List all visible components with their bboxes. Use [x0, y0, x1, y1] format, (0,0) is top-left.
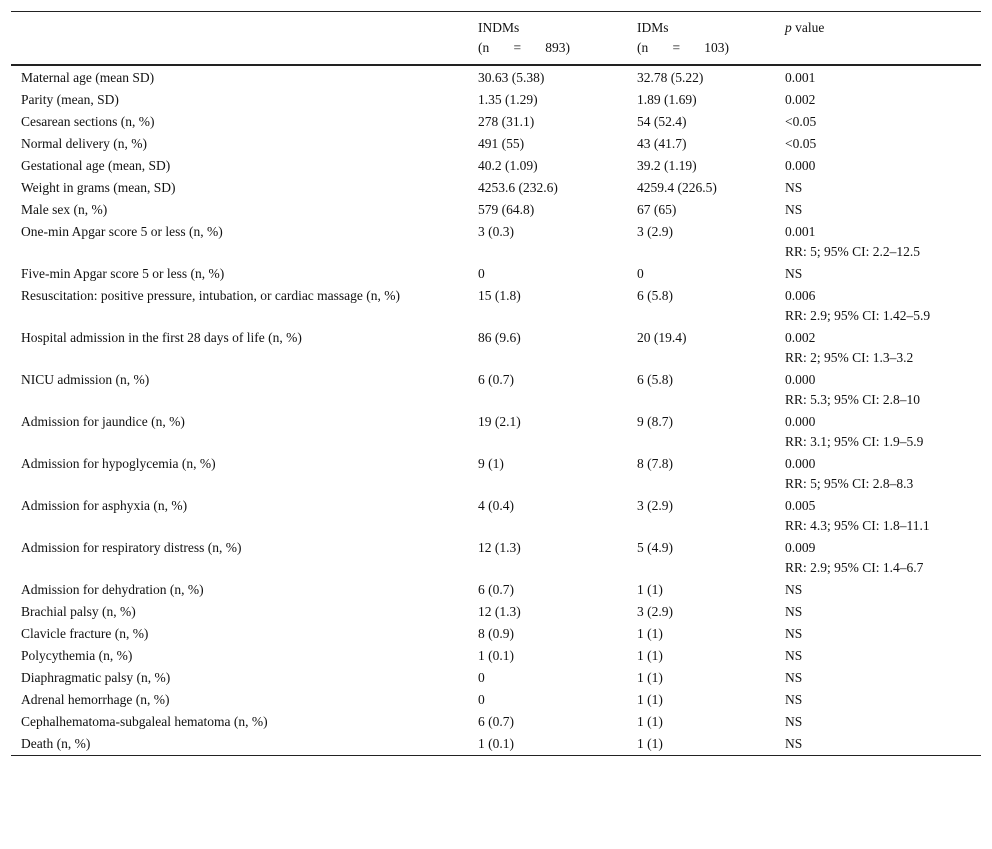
cell-variable [11, 263, 468, 285]
table-row [11, 89, 981, 111]
cell-indms-text: 0 [478, 692, 485, 707]
cell-variable-text: Weight in grams (mean, SD) [21, 180, 176, 195]
cell-idms-text: 4259.4 (226.5) [637, 180, 717, 195]
cell-indms [468, 65, 627, 89]
header-indms-title: INDMs [478, 20, 520, 35]
cell-idms-text: 32.78 (5.22) [637, 70, 704, 85]
table-row [11, 537, 981, 579]
cell-indms [468, 133, 627, 155]
cell-idms [627, 133, 775, 155]
cell-idms-text: 43 (41.7) [637, 136, 687, 151]
cell-variable [11, 623, 468, 645]
cell-variable [11, 327, 468, 369]
table-row [11, 711, 981, 733]
header-idms [627, 12, 775, 66]
header-indms [468, 12, 627, 66]
cell-indms-text: 6 (0.7) [478, 582, 514, 597]
relative-risk-text: RR: 5; 95% CI: 2.8–8.3 [785, 476, 914, 491]
p-value-text: 0.005 [785, 498, 816, 513]
cell-idms-text: 1.89 (1.69) [637, 92, 697, 107]
cell-idms-text: 20 (19.4) [637, 330, 687, 345]
cell-p-value [775, 177, 981, 199]
cell-idms [627, 327, 775, 369]
cell-idms [627, 263, 775, 285]
p-value-text: 0.001 [785, 224, 816, 239]
table-body [11, 65, 981, 756]
header-p-value [775, 12, 981, 66]
cell-p-value [775, 89, 981, 111]
cell-p-value [775, 495, 981, 537]
cell-idms-text: 6 (5.8) [637, 372, 673, 387]
p-value-text: NS [785, 648, 803, 663]
cell-variable-text: Diaphragmatic palsy (n, %) [21, 670, 171, 685]
cell-variable [11, 411, 468, 453]
cell-indms [468, 155, 627, 177]
cell-idms-text: 1 (1) [637, 670, 663, 685]
cell-variable [11, 667, 468, 689]
cell-indms-text: 15 (1.8) [478, 288, 521, 303]
cell-idms [627, 369, 775, 411]
cell-idms-text: 9 (8.7) [637, 414, 673, 429]
table-row [11, 111, 981, 133]
cell-p-value [775, 689, 981, 711]
cell-p-value [775, 733, 981, 756]
table-row [11, 133, 981, 155]
relative-risk-text: RR: 5; 95% CI: 2.2–12.5 [785, 244, 921, 259]
cell-variable-text: Death (n, %) [21, 736, 91, 751]
results-table-container [11, 11, 981, 756]
cell-idms-text: 3 (2.9) [637, 604, 673, 619]
cell-indms [468, 199, 627, 221]
relative-risk-text: RR: 2.9; 95% CI: 1.4–6.7 [785, 560, 924, 575]
p-value-text: 0.000 [785, 158, 816, 173]
cell-p-value [775, 537, 981, 579]
cell-variable-text: Male sex (n, %) [21, 202, 108, 217]
cell-variable [11, 495, 468, 537]
cell-indms [468, 645, 627, 667]
cell-p-value [775, 199, 981, 221]
header-indms-n-eq: = [513, 40, 522, 55]
header-idms-n [637, 38, 729, 58]
cell-indms [468, 689, 627, 711]
cell-variable [11, 711, 468, 733]
header-variable [11, 12, 468, 66]
cell-idms-text: 8 (7.8) [637, 456, 673, 471]
cell-variable-text: Parity (mean, SD) [21, 92, 119, 107]
cell-idms [627, 733, 775, 756]
cell-indms-text: 19 (2.1) [478, 414, 521, 429]
cell-indms-text: 30.63 (5.38) [478, 70, 545, 85]
cell-idms-text: 6 (5.8) [637, 288, 673, 303]
cell-variable-text: Admission for jaundice (n, %) [21, 414, 185, 429]
cell-variable [11, 453, 468, 495]
cell-indms-text: 8 (0.9) [478, 626, 514, 641]
cell-variable-text: Five-min Apgar score 5 or less (n, %) [21, 266, 225, 281]
table-row [11, 221, 981, 263]
cell-idms-text: 0 [637, 266, 644, 281]
table-row [11, 667, 981, 689]
cell-idms-text: 1 (1) [637, 692, 663, 707]
cell-idms [627, 689, 775, 711]
header-idms-n-val: 103) [704, 40, 729, 55]
cell-indms [468, 411, 627, 453]
cell-variable-text: Clavicle fracture (n, %) [21, 626, 149, 641]
header-p-rest: value [791, 20, 825, 35]
cell-indms-text: 4 (0.4) [478, 498, 514, 513]
cell-variable-text: Admission for respiratory distress (n, %) [21, 540, 242, 555]
cell-indms-text: 3 (0.3) [478, 224, 514, 239]
cell-variable [11, 199, 468, 221]
table-row [11, 579, 981, 601]
cell-indms [468, 177, 627, 199]
cell-indms-text: 4253.6 (232.6) [478, 180, 558, 195]
cell-variable [11, 537, 468, 579]
cell-indms [468, 579, 627, 601]
cell-idms-text: 5 (4.9) [637, 540, 673, 555]
cell-p-value [775, 369, 981, 411]
results-table [11, 11, 981, 756]
cell-indms-text: 12 (1.3) [478, 540, 521, 555]
table-row [11, 453, 981, 495]
cell-idms [627, 65, 775, 89]
cell-indms [468, 111, 627, 133]
cell-idms [627, 411, 775, 453]
cell-variable-text: Cesarean sections (n, %) [21, 114, 155, 129]
cell-variable [11, 369, 468, 411]
cell-p-value [775, 65, 981, 89]
cell-indms-text: 491 (55) [478, 136, 525, 151]
cell-indms-text: 86 (9.6) [478, 330, 521, 345]
cell-variable [11, 65, 468, 89]
table-row [11, 623, 981, 645]
cell-p-value [775, 645, 981, 667]
table-header [11, 12, 981, 66]
cell-indms-text: 6 (0.7) [478, 372, 514, 387]
relative-risk-text: RR: 4.3; 95% CI: 1.8–11.1 [785, 518, 930, 533]
cell-indms [468, 537, 627, 579]
p-value-text: 0.002 [785, 92, 816, 107]
cell-p-value [775, 221, 981, 263]
p-value-text: <0.05 [785, 114, 817, 129]
cell-indms-text: 1 (0.1) [478, 736, 514, 751]
cell-indms [468, 327, 627, 369]
cell-variable [11, 601, 468, 623]
cell-indms-text: 40.2 (1.09) [478, 158, 538, 173]
cell-idms [627, 667, 775, 689]
cell-idms [627, 89, 775, 111]
cell-variable [11, 89, 468, 111]
p-value-text: <0.05 [785, 136, 817, 151]
cell-idms [627, 111, 775, 133]
cell-p-value [775, 711, 981, 733]
cell-indms-text: 579 (64.8) [478, 202, 535, 217]
cell-indms [468, 453, 627, 495]
header-idms-n-label: (n [637, 40, 649, 55]
cell-variable [11, 733, 468, 756]
cell-p-value [775, 263, 981, 285]
cell-idms-text: 54 (52.4) [637, 114, 687, 129]
cell-idms-text: 1 (1) [637, 736, 663, 751]
cell-variable [11, 133, 468, 155]
table-row [11, 327, 981, 369]
cell-variable [11, 689, 468, 711]
cell-indms-text: 6 (0.7) [478, 714, 514, 729]
cell-indms [468, 623, 627, 645]
cell-indms [468, 711, 627, 733]
cell-variable-text: Resuscitation: positive pressure, intubation, or cardiac massage (n, %) [21, 288, 401, 303]
table-row [11, 645, 981, 667]
table-row [11, 285, 981, 327]
cell-variable [11, 155, 468, 177]
p-value-text: 0.000 [785, 414, 816, 429]
cell-variable [11, 221, 468, 263]
cell-p-value [775, 453, 981, 495]
cell-idms [627, 623, 775, 645]
header-idms-title: IDMs [637, 20, 669, 35]
cell-idms [627, 645, 775, 667]
relative-risk-text: RR: 5.3; 95% CI: 2.8–10 [785, 392, 921, 407]
cell-variable-text: Hospital admission in the first 28 days of life (n, %) [21, 330, 302, 345]
relative-risk-text: RR: 2.9; 95% CI: 1.42–5.9 [785, 308, 931, 323]
p-value-text: NS [785, 604, 803, 619]
cell-p-value [775, 579, 981, 601]
p-value-text: 0.000 [785, 372, 816, 387]
table-row [11, 411, 981, 453]
cell-indms [468, 285, 627, 327]
cell-p-value [775, 111, 981, 133]
cell-indms [468, 369, 627, 411]
header-indms-n [478, 38, 570, 58]
cell-variable-text: Normal delivery (n, %) [21, 136, 147, 151]
table-row [11, 601, 981, 623]
cell-variable-text: Brachial palsy (n, %) [21, 604, 136, 619]
cell-idms [627, 155, 775, 177]
cell-idms-text: 1 (1) [637, 648, 663, 663]
cell-idms-text: 1 (1) [637, 714, 663, 729]
cell-variable-text: One-min Apgar score 5 or less (n, %) [21, 224, 223, 239]
cell-variable-text: Cephalhematoma-subgaleal hematoma (n, %) [21, 714, 268, 729]
p-value-text: NS [785, 180, 803, 195]
table-row [11, 199, 981, 221]
cell-variable [11, 285, 468, 327]
cell-variable-text: Admission for asphyxia (n, %) [21, 498, 188, 513]
table-row [11, 263, 981, 285]
cell-indms [468, 263, 627, 285]
cell-idms-text: 1 (1) [637, 626, 663, 641]
table-row [11, 495, 981, 537]
cell-variable-text: NICU admission (n, %) [21, 372, 150, 387]
table-row [11, 733, 981, 756]
p-value-text: 0.006 [785, 288, 816, 303]
p-value-text: NS [785, 266, 803, 281]
p-value-text: NS [785, 670, 803, 685]
p-value-text: 0.002 [785, 330, 816, 345]
cell-indms [468, 221, 627, 263]
cell-p-value [775, 155, 981, 177]
cell-indms-text: 0 [478, 266, 485, 281]
cell-p-value [775, 133, 981, 155]
cell-variable [11, 111, 468, 133]
cell-idms-text: 1 (1) [637, 582, 663, 597]
cell-p-value [775, 327, 981, 369]
p-value-text: 0.001 [785, 70, 816, 85]
table-row [11, 155, 981, 177]
cell-variable-text: Gestational age (mean, SD) [21, 158, 171, 173]
cell-variable-text: Maternal age (mean SD) [21, 70, 155, 85]
cell-indms-text: 1.35 (1.29) [478, 92, 538, 107]
p-value-text: 0.009 [785, 540, 816, 555]
p-value-text: NS [785, 692, 803, 707]
cell-indms-text: 12 (1.3) [478, 604, 521, 619]
cell-p-value [775, 623, 981, 645]
cell-idms-text: 3 (2.9) [637, 224, 673, 239]
cell-idms [627, 495, 775, 537]
cell-idms-text: 67 (65) [637, 202, 677, 217]
table-row [11, 177, 981, 199]
header-p-letter: p [785, 20, 792, 35]
cell-p-value [775, 285, 981, 327]
header-idms-n-eq: = [672, 40, 681, 55]
header-row [11, 12, 981, 66]
cell-variable [11, 645, 468, 667]
cell-idms [627, 285, 775, 327]
p-value-text: NS [785, 714, 803, 729]
p-value-text: NS [785, 736, 803, 751]
header-indms-n-label: (n [478, 40, 490, 55]
cell-idms [627, 221, 775, 263]
cell-idms [627, 711, 775, 733]
cell-indms-text: 9 (1) [478, 456, 504, 471]
cell-p-value [775, 601, 981, 623]
cell-variable-text: Adrenal hemorrhage (n, %) [21, 692, 170, 707]
table-row [11, 689, 981, 711]
cell-variable-text: Admission for hypoglycemia (n, %) [21, 456, 216, 471]
table-row [11, 65, 981, 89]
header-indms-n-val: 893) [545, 40, 570, 55]
cell-p-value [775, 411, 981, 453]
cell-p-value [775, 667, 981, 689]
p-value-text: 0.000 [785, 456, 816, 471]
cell-idms [627, 199, 775, 221]
cell-indms [468, 495, 627, 537]
cell-variable-text: Polycythemia (n, %) [21, 648, 133, 663]
cell-idms [627, 579, 775, 601]
cell-idms [627, 177, 775, 199]
cell-idms [627, 601, 775, 623]
p-value-text: NS [785, 626, 803, 641]
cell-variable-text: Admission for dehydration (n, %) [21, 582, 204, 597]
cell-indms [468, 733, 627, 756]
relative-risk-text: RR: 3.1; 95% CI: 1.9–5.9 [785, 434, 924, 449]
cell-idms-text: 3 (2.9) [637, 498, 673, 513]
cell-indms [468, 667, 627, 689]
p-value-text: NS [785, 582, 803, 597]
cell-variable [11, 579, 468, 601]
cell-idms [627, 537, 775, 579]
cell-idms [627, 453, 775, 495]
cell-indms-text: 278 (31.1) [478, 114, 535, 129]
cell-variable [11, 177, 468, 199]
relative-risk-text: RR: 2; 95% CI: 1.3–3.2 [785, 350, 914, 365]
cell-indms-text: 1 (0.1) [478, 648, 514, 663]
cell-indms [468, 89, 627, 111]
p-value-text: NS [785, 202, 803, 217]
cell-indms [468, 601, 627, 623]
cell-indms-text: 0 [478, 670, 485, 685]
table-row [11, 369, 981, 411]
cell-idms-text: 39.2 (1.19) [637, 158, 697, 173]
